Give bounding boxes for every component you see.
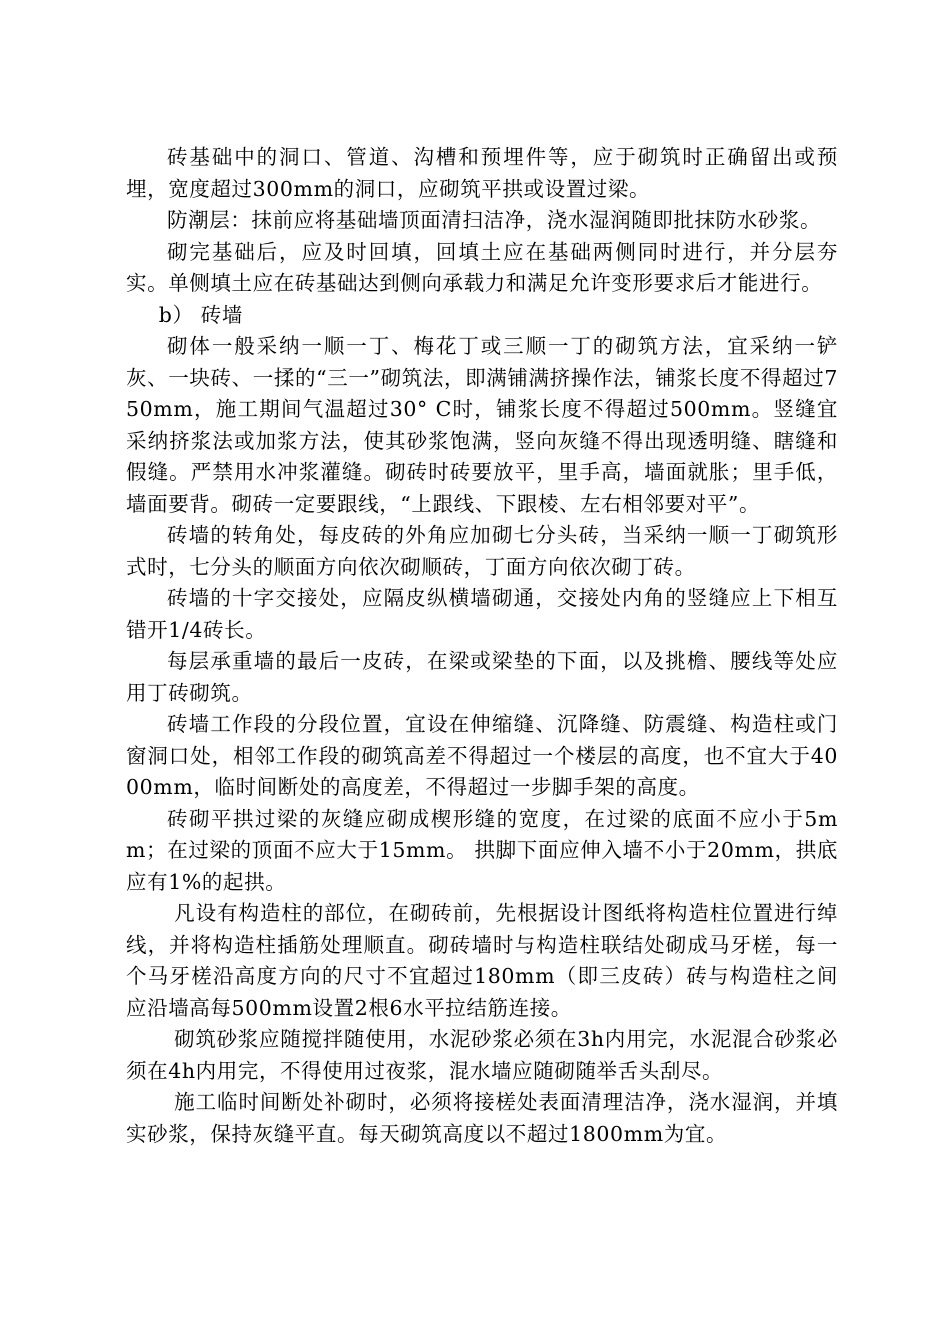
document-body — [126, 142, 838, 1150]
paragraph-openings: 砖基础中的洞口、管道、沟槽和预埋件等，应于砌筑时正确留出或预埋，宽度超过300mm的洞口，应砌筑平拱或设置过梁。 — [126, 145, 838, 201]
paragraph-masonry-method: 砌体一般采纳一顺一丁、梅花丁或三顺一丁的砌筑方法，宜采纳一铲灰、一块砖、一揉的“三一”砌筑法，即满铺满挤操作法，铺浆长度不得超过750mm，施工期间气温超过30° C时，铺浆长度不得超过500mm。竖缝宜采纳挤浆法或加浆方法，使其砂浆饱满，竖向灰缝不得出现透明缝、瞎缝和假缝。严禁用水冲浆灌缝。砌砖时砖要放平，里手高，墙面就胀；里手低，墙面要背。砌砖一定要跟线，“上跟线、下跟棱、左右相邻要对平”。 — [126, 334, 838, 516]
paragraph-temporary-breaks: 施工临时间断处补砌时，必须将接槎处表面清理洁净，浇水湿润，并填实砂浆，保持灰缝平直。每天砌筑高度以不超过1800mm为宜。 — [126, 1090, 838, 1146]
paragraph-cross-junctions: 砖墙的十字交接处，应隔皮纵横墙砌通，交接处内角的竖缝应上下相互错开1/4砖长。 — [126, 586, 838, 642]
paragraph-structural-columns: 凡设有构造柱的部位，在砌砖前，先根据设计图纸将构造柱位置进行绰线，并将构造柱插筋处理顺直。砌砖墙时与构造柱联结处砌成马牙槎，每一个马牙槎沿高度方向的尺寸不宜超过180mm（即三皮砖）砖与构造柱之间应沿墙高每500mm设置2根6水平拉结筋连接。 — [126, 901, 838, 1020]
section-heading-brick-wall: b） 砖墙 — [158, 302, 243, 327]
paragraph-work-sections: 砖墙工作段的分段位置，宜设在伸缩缝、沉降缝、防震缝、构造柱或门窗洞口处，相邻工作段的砌筑高差不得超过一个楼层的高度，也不宜大于4000mm，临时间断处的高度差，不得超过一步脚手架的高度。 — [126, 712, 838, 799]
paragraph-mortar-usage: 砌筑砂浆应随搅拌随使用，水泥砂浆必须在3h内用完，水泥混合砂浆必须在4h内用完，不得使用过夜浆，混水墙应随砌随举舌头刮尽。 — [126, 1027, 838, 1083]
paragraph-wall-corners: 砖墙的转角处，每皮砖的外角应加砌七分头砖，当采纳一顺一丁砌筑形式时，七分头的顺面方向依次砌顺砖，丁面方向依次砌丁砖。 — [126, 523, 838, 579]
paragraph-flat-arch-lintel: 砖砌平拱过梁的灰缝应砌成楔形缝的宽度，在过梁的底面不应小于5mm；在过梁的顶面不应大于15mm。 拱脚下面应伸入墙不小于20mm，拱底应有1%的起拱。 — [126, 806, 838, 894]
paragraph-damp-proof-layer: 防潮层：抹前应将基础墙顶面清扫洁净，浇水湿润随即批抹防水砂浆。 — [167, 208, 822, 232]
paragraph-bearing-wall-top-course: 每层承重墙的最后一皮砖，在梁或梁垫的下面，以及挑檐、腰线等处应用丁砖砌筑。 — [126, 649, 838, 705]
paragraph-backfill: 砌完基础后，应及时回填，回填土应在基础两侧同时进行，并分层夯实。单侧填土应在砖基础达到侧向承载力和满足允许变形要求后才能进行。 — [126, 239, 838, 295]
